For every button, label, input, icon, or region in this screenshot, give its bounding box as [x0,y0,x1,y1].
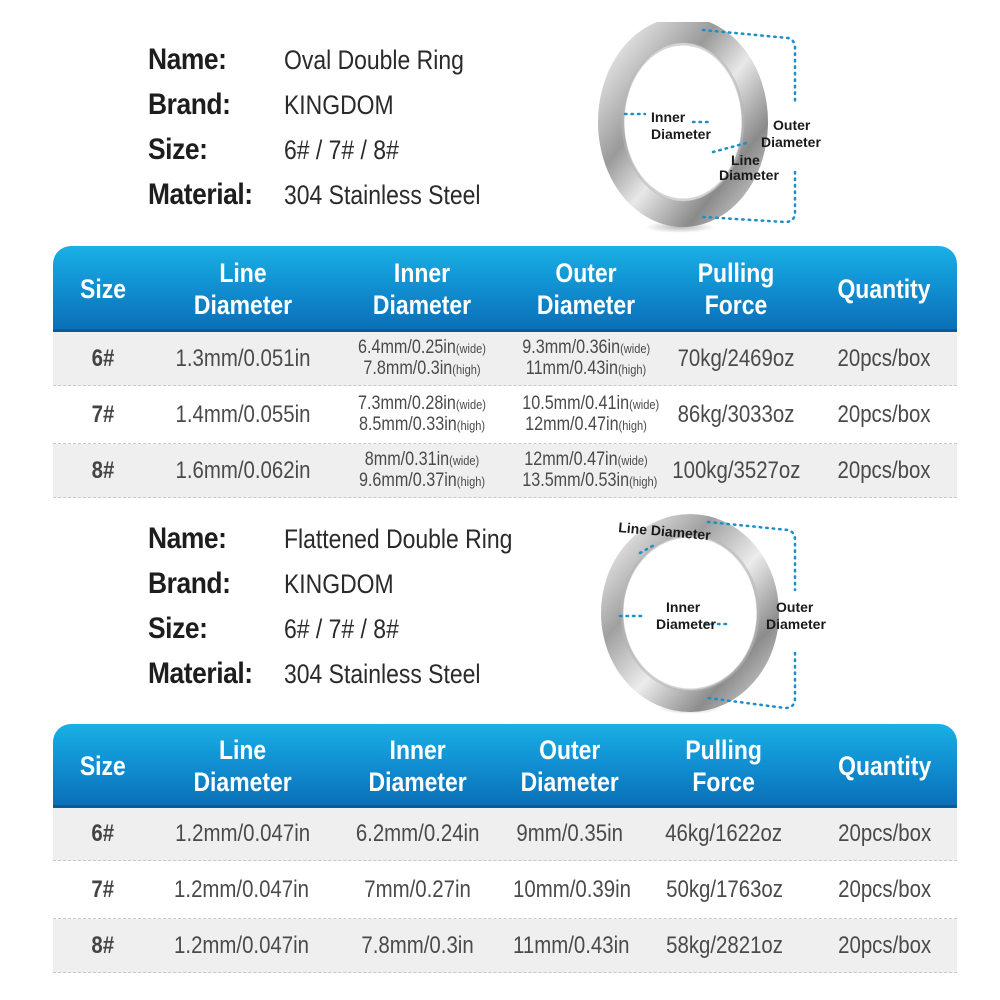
cell-inner-diameter: 7.3mm/0.28in(wide) 8.5mm/0.33in(high) [358,392,486,435]
spec-label: Material: [148,178,253,211]
header-quantity: Quantity [837,274,931,304]
header-pulling-force: Pulling Force [685,735,763,797]
flattened-ring-diagram [590,508,840,723]
cell-pulling-force: 46kg/1622oz [665,820,783,847]
line-label: Line Diameter [617,519,712,544]
header-pulling-force: Pulling Force [697,258,775,320]
cell-pulling-force: 86kg/3033oz [677,400,795,428]
cell-size: 6# [91,344,115,372]
cell-outer-diameter: 9mm/0.35in [516,820,624,847]
table-row [53,444,957,498]
spec-value: 6# / 7# / 8# [284,135,399,165]
header-outer-diameter: Outer Diameter [536,258,636,320]
spec-value: 304 Stainless Steel [284,180,481,210]
cell-line-diameter: 1.3mm/0.051in [175,344,311,372]
table-row [53,386,957,444]
svg-text:OuterDiameter [761,117,821,150]
table-row [53,861,957,919]
outer-label: Outer [776,599,814,615]
spec-size [148,133,515,178]
cell-quantity: 20pcs/box [837,400,931,428]
spec-material [148,178,515,223]
spec-value: 304 Stainless Steel [284,659,481,689]
product-1-specs [148,43,515,223]
cell-line-diameter: 1.6mm/0.062in [175,456,311,484]
cell-size: 7# [91,400,115,428]
cell-line-diameter: 1.2mm/0.047in [174,875,310,903]
outer-label: Diameter [761,134,821,150]
cell-inner-diameter: 7.8mm/0.3in [360,931,474,959]
cell-size: 6# [91,820,115,847]
outer-label: Diameter [766,616,826,632]
cell-pulling-force: 50kg/1763oz [665,875,783,903]
cell-size: 8# [91,931,115,959]
cell-outer-diameter: 9.3mm/0.36in(wide) 11mm/0.43in(high) [522,336,651,379]
cell-line-diameter: 1.2mm/0.047in [174,820,310,847]
oval-ring-spec-table [53,246,957,498]
cell-line-diameter: 1.2mm/0.047in [174,931,310,959]
cell-inner-diameter: 8mm/0.31in(wide) 9.6mm/0.37in(high) [358,448,486,491]
header-line-diameter: Line Diameter [193,258,293,320]
spec-material [148,657,553,702]
inner-label: Diameter [656,616,716,632]
cell-inner-diameter: 6.2mm/0.24in [355,820,480,847]
spec-label: Brand: [148,567,231,600]
header-quantity: Quantity [837,751,931,781]
inner-label: Inner [666,599,701,615]
cell-quantity: 20pcs/box [837,875,931,903]
cell-inner-diameter: 6.4mm/0.25in(wide) 7.8mm/0.3in(high) [358,336,486,379]
line-label: Line [731,152,760,168]
header-inner-diameter: Inner Diameter [372,258,472,320]
header-inner-diameter: Inner Diameter [368,735,467,797]
outer-label: Outer [773,117,811,133]
spec-label: Name: [148,43,227,76]
spec-value: KINGDOM [284,569,394,599]
cell-pulling-force: 100kg/3527oz [672,456,801,484]
spec-value: KINGDOM [284,90,394,120]
cell-inner-diameter: 7mm/0.27in [363,875,471,903]
product-2-specs [148,522,553,702]
svg-text:InnerDiameter [651,109,711,142]
svg-text:LineDiameter [719,152,779,183]
spec-size [148,612,553,657]
table-row [53,332,957,386]
cell-quantity: 20pcs/box [837,456,931,484]
spec-label: Size: [148,133,208,166]
spec-value: Flattened Double Ring [284,524,513,554]
header-line-diameter: Line Diameter [193,735,292,797]
spec-brand [148,567,553,612]
oval-ring-diagram [585,22,845,237]
header-outer-diameter: Outer Diameter [520,735,619,797]
spec-value: 6# / 7# / 8# [284,614,399,644]
inner-label: Diameter [651,126,711,142]
spec-label: Size: [148,612,208,645]
spec-brand [148,88,515,133]
table-header [53,246,957,332]
cell-outer-diameter: 11mm/0.43in [512,931,630,959]
inner-label: Inner [651,109,686,125]
cell-line-diameter: 1.4mm/0.055in [175,400,311,428]
spec-label: Material: [148,657,253,690]
svg-text:OuterDiameter [766,599,826,632]
spec-label: Brand: [148,88,231,121]
cell-pulling-force: 58kg/2821oz [665,931,783,959]
cell-outer-diameter: 12mm/0.47in(wide) 13.5mm/0.53in(high) [522,448,658,491]
cell-outer-diameter: 10mm/0.39in [512,875,631,903]
svg-text:InnerDiameter [656,599,716,632]
header-size: Size [80,274,126,304]
table-header [53,724,957,808]
line-label: Diameter [719,167,779,183]
spec-value: Oval Double Ring [284,45,464,75]
spec-label: Name: [148,522,227,555]
spec-name [148,522,553,567]
cell-quantity: 20pcs/box [837,344,931,372]
table-row [53,808,957,861]
cell-outer-diameter: 10.5mm/0.41in(wide) 12mm/0.47in(high) [522,392,660,435]
spec-name [148,43,515,88]
header-size: Size [79,751,126,781]
cell-size: 7# [91,875,115,903]
flattened-ring-spec-table [53,724,957,973]
cell-size: 8# [91,456,115,484]
cell-quantity: 20pcs/box [837,820,931,847]
table-row [53,919,957,973]
cell-pulling-force: 70kg/2469oz [677,344,795,372]
cell-quantity: 20pcs/box [837,931,931,959]
